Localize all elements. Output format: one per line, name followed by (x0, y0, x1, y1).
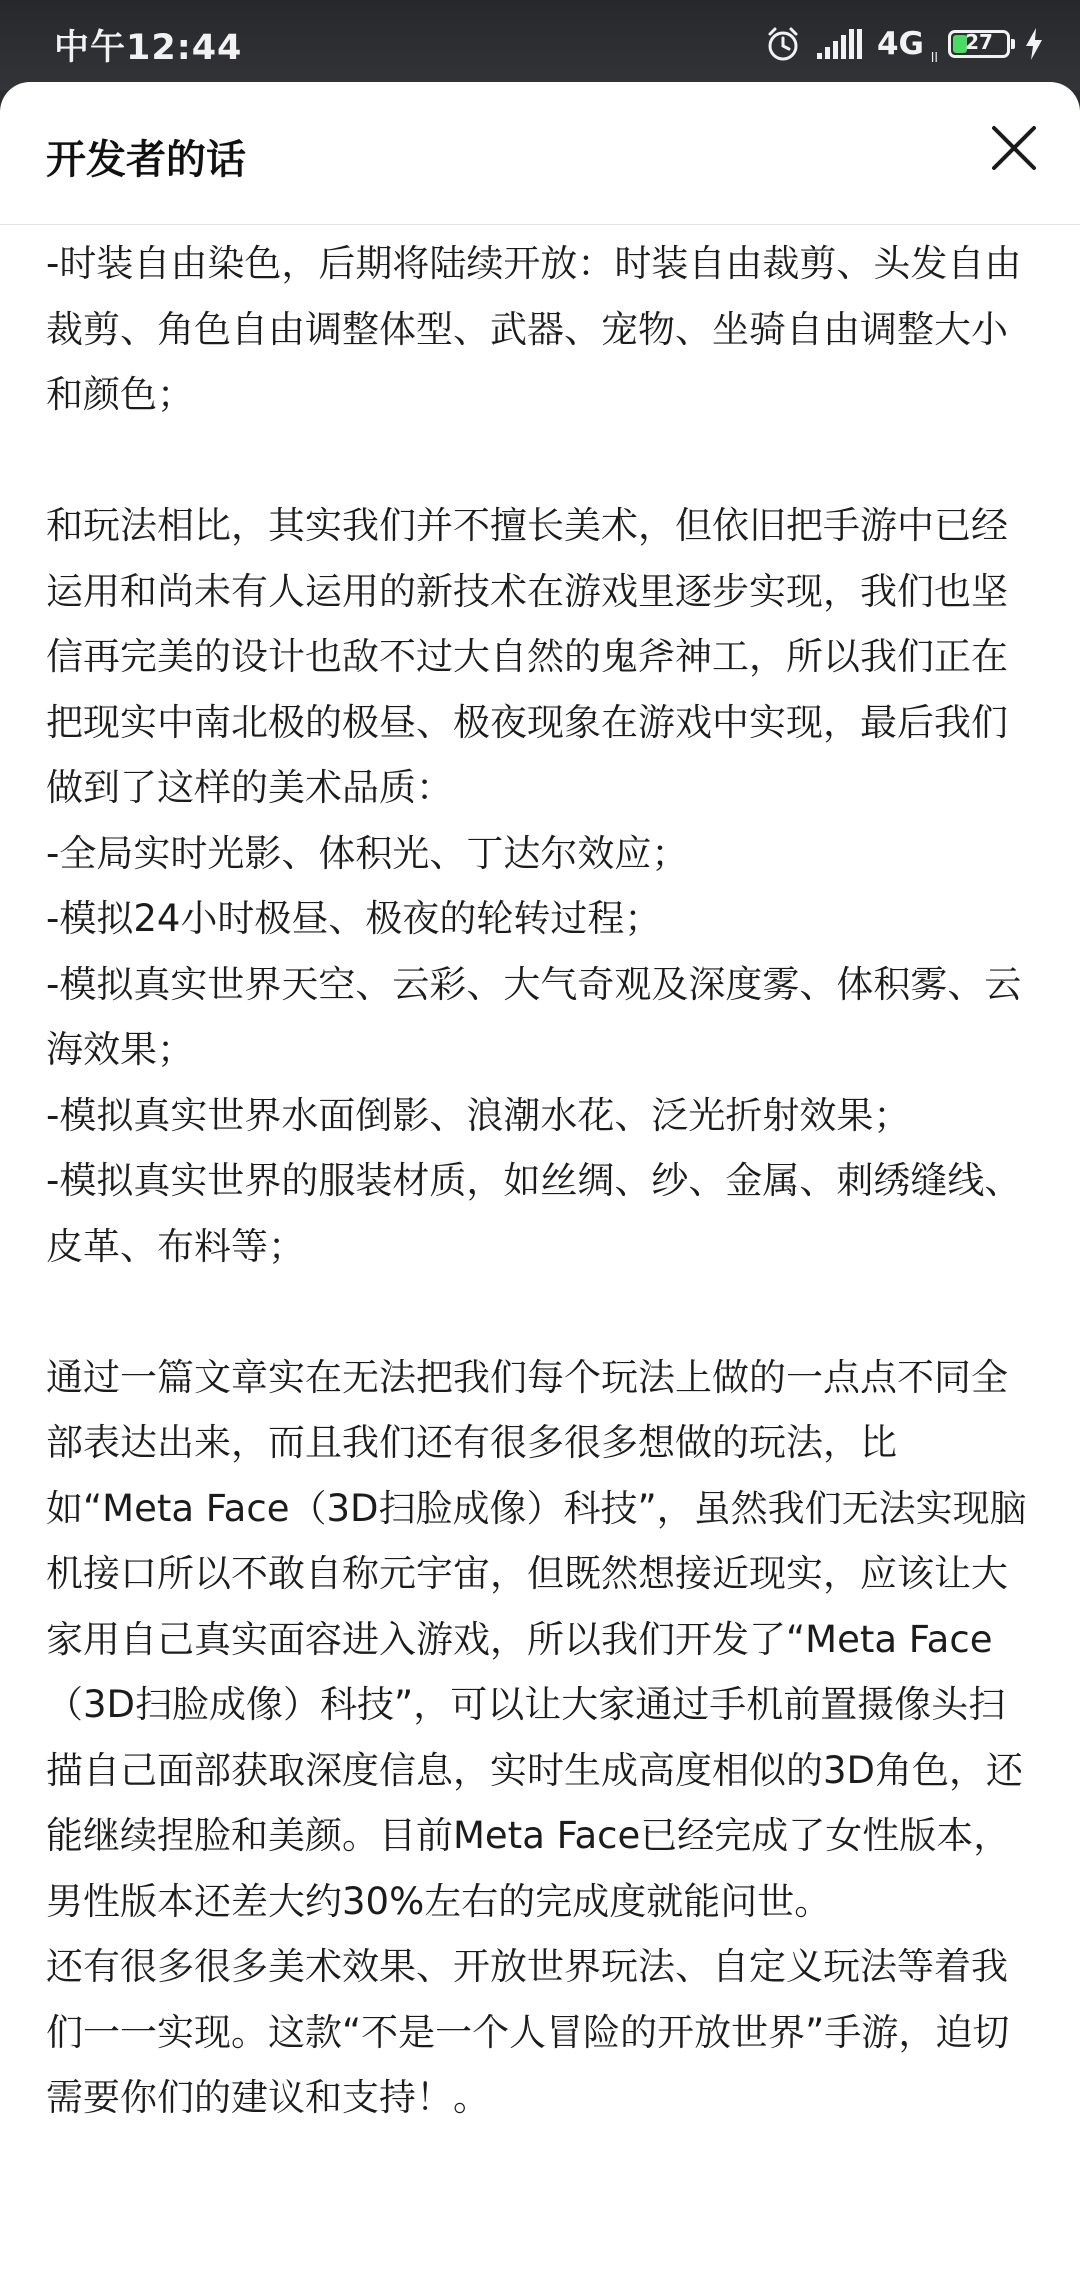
status-time: 中午12:44 (54, 28, 243, 68)
list-item: -模拟24小时极昼、极夜的轮转过程； (46, 897, 662, 940)
sheet-header (0, 82, 1080, 225)
paragraph: 和玩法相比，其实我们并不擅长美术，但依旧把手游中已经运用和尚未有人运用的新技术在游戏里逐步实现，我们也坚信再完美的设计也敌不过大自然的鬼斧神工，所以我们正在把现实中南北极的极昼、极夜现象在游戏中实现，最后我们做到了这样的美术品质： (46, 504, 1008, 809)
battery-level: 27 (965, 30, 993, 54)
paragraph-gap (46, 1279, 1042, 1345)
article-body (46, 231, 1042, 2131)
signal-icon (817, 27, 863, 61)
status-icons (763, 22, 1044, 66)
battery-icon (948, 30, 1010, 58)
alarm-icon (763, 24, 803, 64)
list-item: -全局实时光影、体积光、丁达尔效应； (46, 831, 689, 875)
developer-notes-sheet (0, 82, 1080, 2280)
status-bar (0, 0, 1080, 90)
list-item: -模拟真实世界的服装材质，如丝绸、纱、金属、刺绣缝线、皮革、布料等； (46, 1159, 1022, 1268)
list-item: -模拟真实世界水面倒影、浪潮水花、泛光折射效果； (46, 1093, 911, 1137)
network-type: 4G ll (876, 26, 938, 66)
page-title: 开发者的话 (46, 137, 246, 183)
close-icon (990, 124, 1038, 172)
paragraph: 通过一篇文章实在无法把我们每个玩法上做的一点点不同全部表达出来，而且我们还有很多很多想做的玩法，比如“Meta Face（3D扫脸成像）科技”，虽然我们无法实现脑机接口所以不敢自称元宇宙，但既然想接近现实，应该让大家用自己真实面容进入游戏，所以我们开发了“Meta Face（3D扫脸成像）科技”，可以让大家通过手机前置摄像头扫描自己面部获取深度信息，实时生成高度相似的3D角色，还能继续捏脸和美颜。目前Meta Face已经完成了女性版本，男性版本还差大约30%左右的完成度就能问世。 (46, 1355, 1027, 1923)
close-button[interactable] (982, 116, 1046, 180)
paragraph: -时装自由染色，后期将陆续开放：时装自由裁剪、头发自由裁剪、角色自由调整体型、武器、宠物、坐骑自由调整大小和颜色； (46, 242, 1022, 416)
paragraph-gap (46, 428, 1042, 494)
paragraph: 还有很多很多美术效果、开放世界玩法、自定义玩法等着我们一一实现。这款“不是一个人冒险的开放世界”手游，迫切需要你们的建议和支持！。 (46, 1945, 1010, 2119)
list-item: -模拟真实世界天空、云彩、大气奇观及深度雾、体积雾、云海效果； (46, 962, 1022, 1071)
charging-icon (1024, 27, 1044, 61)
